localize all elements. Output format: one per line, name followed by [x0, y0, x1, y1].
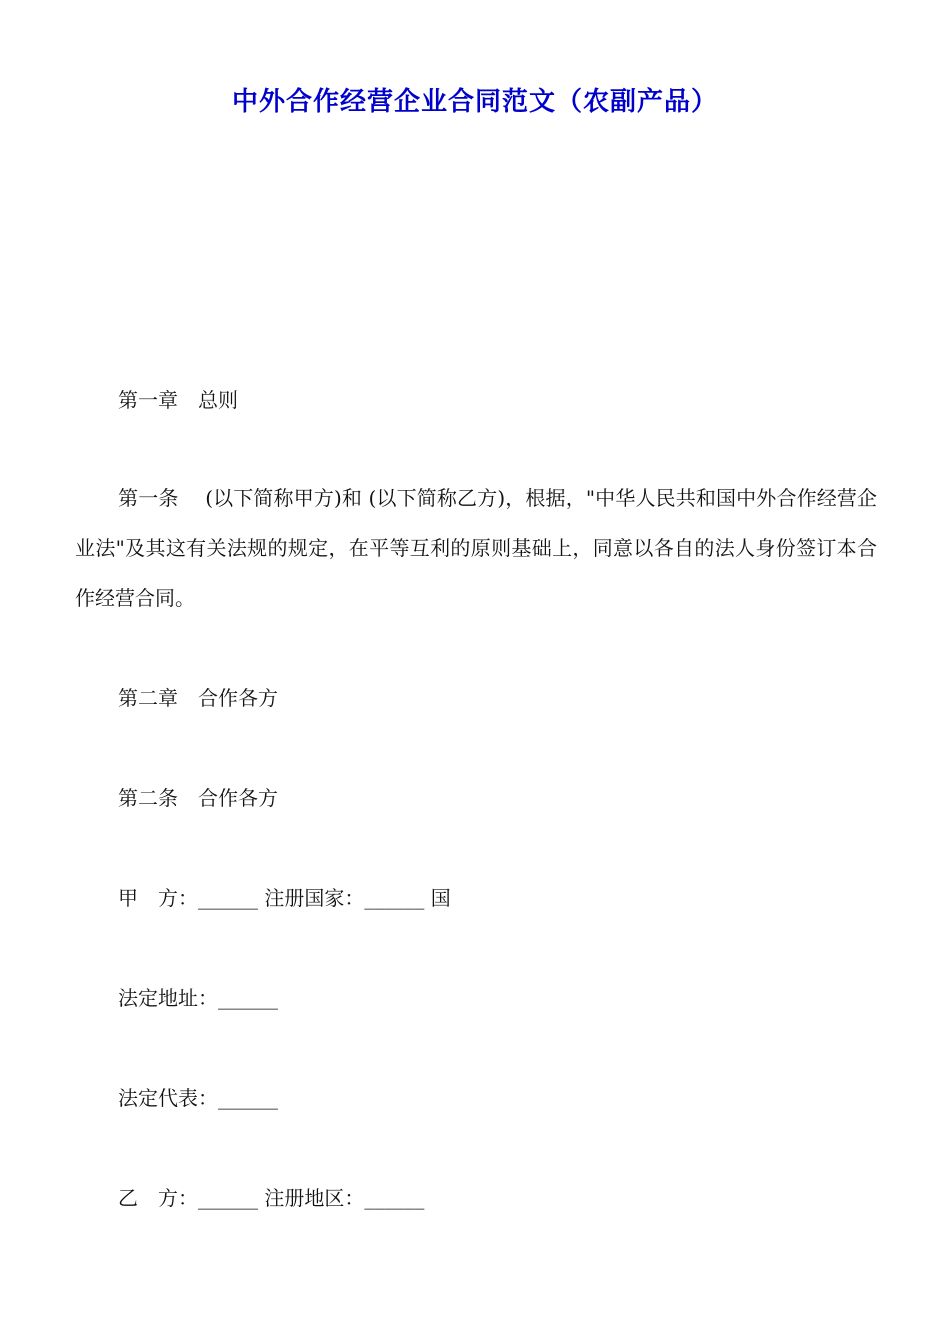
legal-address-line: [118, 983, 278, 1013]
article-1-text: 第一条 (以下简称甲方)和 (以下简称乙方)，根据，"中华人民共和国中外合作经营企业法"及其这有关法规的规定，在平等互利的原则基础上，同意以各自的法人身份签订本合作经营合同。: [75, 486, 877, 610]
party-b-line: [118, 1183, 424, 1213]
article-2-name: 合作各方: [198, 786, 278, 810]
chapter-1-number: 第一章: [118, 388, 178, 412]
party-b-region-label: 注册地区：: [264, 1186, 365, 1210]
chapter-2-number: 第二章: [118, 686, 178, 710]
article-1-paragraph: [75, 473, 877, 623]
party-a-line: [118, 883, 451, 913]
party-a-label: 甲 方：: [118, 886, 198, 910]
legal-address-label: 法定地址：: [118, 986, 218, 1010]
chapter-1-name: 总则: [198, 388, 238, 412]
party-b-blank: ______: [198, 1186, 258, 1210]
party-a-country-suffix: 国: [430, 886, 451, 910]
party-a-country-blank: ______: [364, 886, 425, 910]
legal-rep-blank: ______: [218, 1086, 278, 1110]
document-title: 中外合作经营企业合同范文（农副产品）: [231, 87, 718, 117]
chapter-1-heading: [118, 385, 238, 415]
party-a-country-label: 注册国家：: [264, 886, 365, 910]
article-2-heading: [118, 783, 278, 813]
article-2-number: 第二条: [118, 786, 178, 810]
chapter-2-name: 合作各方: [198, 686, 278, 710]
party-a-blank: ______: [198, 886, 258, 910]
party-b-region-blank: ______: [364, 1186, 425, 1210]
party-b-label: 乙 方：: [118, 1186, 198, 1210]
legal-rep-label: 法定代表：: [118, 1086, 218, 1110]
chapter-2-heading: [118, 683, 278, 713]
legal-address-blank: ______: [218, 986, 278, 1010]
legal-rep-line: [118, 1083, 278, 1113]
